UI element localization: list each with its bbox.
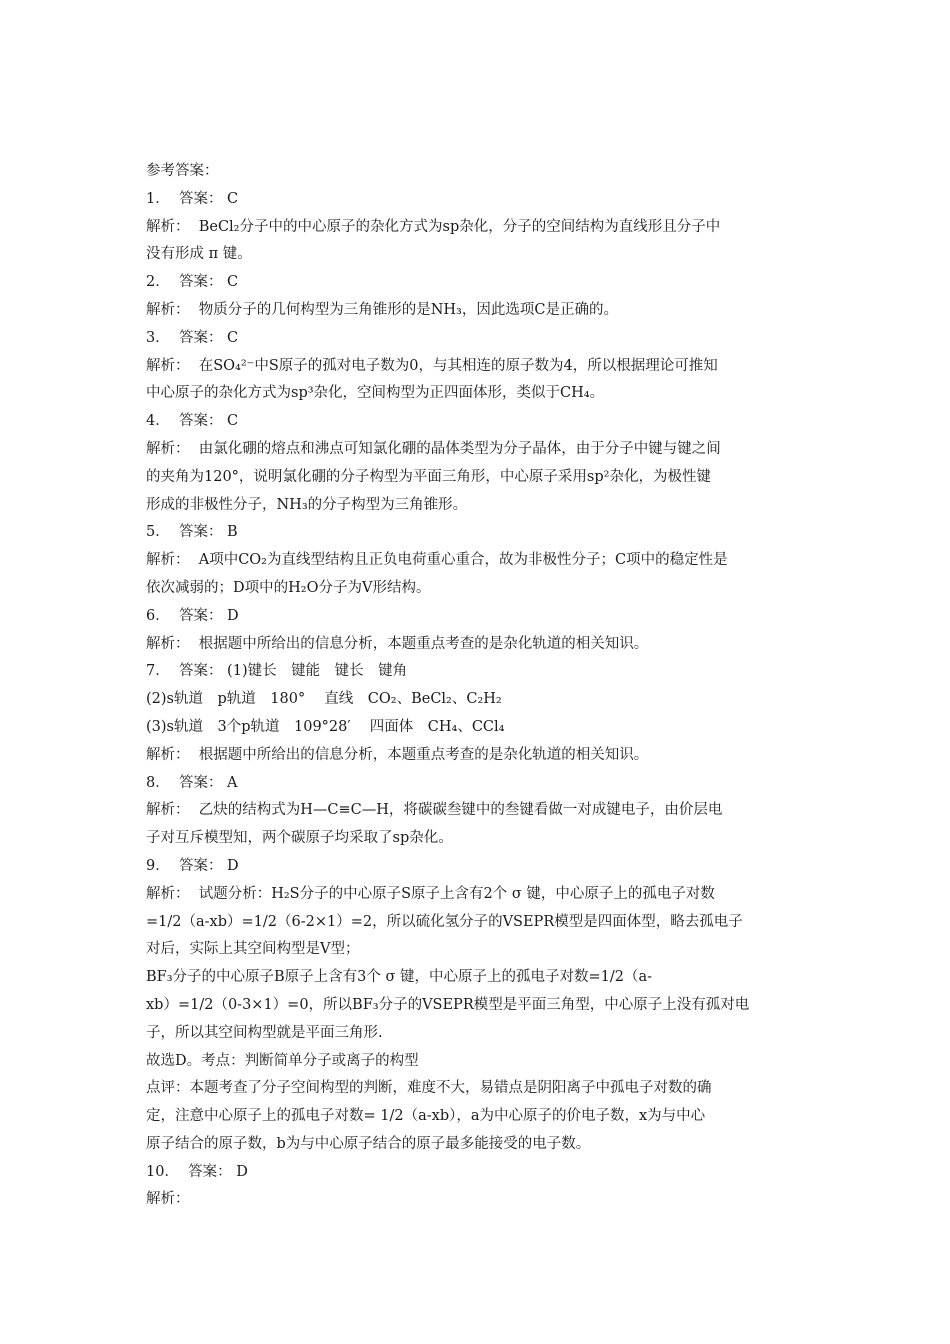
- section-heading: 参考答案：: [146, 163, 219, 179]
- line-label: 10．: [146, 1163, 179, 1180]
- analysis-line: [146, 214, 816, 242]
- line-text: BF₃分子的中心原子B原子上含有3个 σ 键，中心原子上的孤电子对数=1/2（a-: [146, 969, 653, 986]
- answer-line: [146, 186, 816, 214]
- line-text: 由氯化硼的熔点和沸点可知氯化硼的晶体类型为分子晶体，由于分子中键与键之间: [198, 440, 721, 457]
- text-line: [146, 1103, 816, 1131]
- line-text: 的夹角为120°，说明氯化硼的分子构型为平面三角形，中心原子采用sp²杂化，为极性键: [146, 468, 711, 485]
- line-text: 没有形成 π 键。: [146, 246, 252, 263]
- line-text: BeCl₂分子中的中心原子的杂化方式为sp杂化，分子的空间结构为直线形且分子中: [198, 218, 721, 235]
- analysis-line: [146, 436, 816, 464]
- line-text: 答案： C: [178, 329, 239, 346]
- line-text: 定，注意中心原子上的孤电子对数= 1/2（a-xb），a为中心原子的价电子数，x为与中心: [146, 1108, 706, 1125]
- text-line: [146, 964, 816, 992]
- answer-line: [146, 603, 816, 631]
- line-label: 7．: [146, 663, 170, 680]
- line-label: 9．: [146, 857, 170, 874]
- line-text: 答案： D: [178, 607, 239, 624]
- answer-line: [146, 770, 816, 798]
- text-line: [146, 992, 816, 1020]
- analysis-line: [146, 297, 816, 325]
- line-label: 1．: [146, 190, 170, 207]
- line-text: 物质分子的几何构型为三角锥形的是NH₃，因此选项C是正确的。: [198, 301, 618, 318]
- line-text: 对后，实际上其空间构型是V型；: [146, 941, 360, 958]
- answer-line: [146, 1159, 816, 1187]
- text-line: [146, 686, 816, 714]
- analysis-line: [146, 1186, 816, 1214]
- line-text: xb）=1/2（0-3×1）=0，所以BF₃分子的VSEPR模型是平面三角型，中心原子上没有孤对电: [146, 996, 750, 1013]
- line-text: =1/2（a-xb）=1/2（6-2×1）=2，所以硫化氢分子的VSEPR模型是四面体型，略去孤电子: [146, 913, 743, 930]
- analysis-line: [146, 742, 816, 770]
- answer-line: [146, 325, 816, 353]
- line-text: 答案： D: [178, 857, 239, 874]
- line-text: 乙炔的结构式为H—C≡C—H，将碳碳叁键中的叁键看做一对成键电子，由价层电: [198, 802, 723, 819]
- line-text: 中心原子的杂化方式为sp³杂化，空间构型为正四面体形，类似于CH₄。: [146, 385, 605, 402]
- line-text: 子，所以其空间构型就是平面三角形.: [146, 1024, 383, 1041]
- text-line: [146, 909, 816, 937]
- text-line: [146, 825, 816, 853]
- text-line: [146, 464, 816, 492]
- line-text: 答案： C: [178, 413, 239, 430]
- text-line: [146, 492, 816, 520]
- analysis-line: [146, 547, 816, 575]
- line-text: (2)s轨道 p轨道 180° 直线 CO₂、BeCl₂、C₂H₂: [146, 691, 502, 708]
- text-line: [146, 714, 816, 742]
- line-text: 答案： C: [178, 190, 239, 207]
- line-label: 2．: [146, 274, 170, 291]
- answer-line: [146, 269, 816, 297]
- line-text: 根据题中所给出的信息分析，本题重点考查的是杂化轨道的相关知识。: [198, 746, 649, 763]
- line-label: 3．: [146, 329, 170, 346]
- answer-line: [146, 519, 816, 547]
- text-line: [146, 380, 816, 408]
- line-text: 形成的非极性分子，NH₃的分子构型为三角锥形。: [146, 496, 468, 513]
- line-label: 解析：: [146, 802, 190, 819]
- text-line: [146, 1048, 816, 1076]
- line-label: 4．: [146, 413, 170, 430]
- line-label: 5．: [146, 524, 170, 541]
- text-line: [146, 575, 816, 603]
- answer-line: [146, 658, 816, 686]
- line-text: (3)s轨道 3个p轨道 109°28′ 四面体 CH₄、CCl₄: [146, 718, 505, 735]
- answer-line: [146, 408, 816, 436]
- line-text: 答案： A: [178, 774, 238, 791]
- line-label: 8．: [146, 774, 170, 791]
- text-line: [146, 241, 816, 269]
- line-text: 原子结合的原子数，b为与中心原子结合的原子最多能接受的电子数。: [146, 1135, 591, 1152]
- analysis-line: [146, 353, 816, 381]
- line-text: 试题分析：H₂S分子的中心原子S原子上含有2个 σ 键，中心原子上的孤电子对数: [198, 885, 715, 902]
- line-label: 解析：: [146, 301, 190, 318]
- line-text: 答案： B: [178, 524, 238, 541]
- analysis-line: [146, 881, 816, 909]
- line-text: 依次减弱的；D项中的H₂O分子为V形结构。: [146, 579, 431, 596]
- line-label: 6．: [146, 607, 170, 624]
- line-text: 根据题中所给出的信息分析，本题重点考查的是杂化轨道的相关知识。: [198, 635, 649, 652]
- answer-key: [146, 158, 816, 1214]
- line-text: 答案： (1)键长 键能 键长 键角: [178, 663, 408, 680]
- line-label: 解析：: [146, 440, 190, 457]
- answer-lines: [146, 186, 816, 1214]
- line-text: A项中CO₂为直线型结构且正负电荷重心重合，故为非极性分子；C项中的稳定性是: [198, 552, 728, 569]
- line-label: 解析：: [146, 746, 190, 763]
- line-label: 解析：: [146, 635, 190, 652]
- line-text: 在SO₄²⁻中S原子的孤对电子数为0，与其相连的原子数为4，所以根据理论可推知: [198, 357, 718, 374]
- line-text: 答案： D: [188, 1163, 248, 1180]
- text-line: [146, 1131, 816, 1159]
- analysis-line: [146, 797, 816, 825]
- line-label: 解析：: [146, 885, 190, 902]
- text-line: [146, 1075, 816, 1103]
- text-line: [146, 936, 816, 964]
- line-label: 解析：: [146, 357, 190, 374]
- line-text: 子对互斥模型知，两个碳原子均采取了sp杂化。: [146, 830, 453, 847]
- analysis-line: [146, 631, 816, 659]
- line-label: 解析：: [146, 218, 190, 235]
- text-line: [146, 1020, 816, 1048]
- line-text: 点评：本题考查了分子空间构型的判断，难度不大，易错点是阴阳离子中孤电子对数的确: [146, 1080, 712, 1097]
- line-text: 答案： C: [178, 274, 239, 291]
- line-label: 解析：: [146, 552, 190, 569]
- line-text: 故选D。考点：判断简单分子或离子的构型: [146, 1052, 419, 1069]
- line-label: 解析：: [146, 1191, 190, 1208]
- answer-line: [146, 853, 816, 881]
